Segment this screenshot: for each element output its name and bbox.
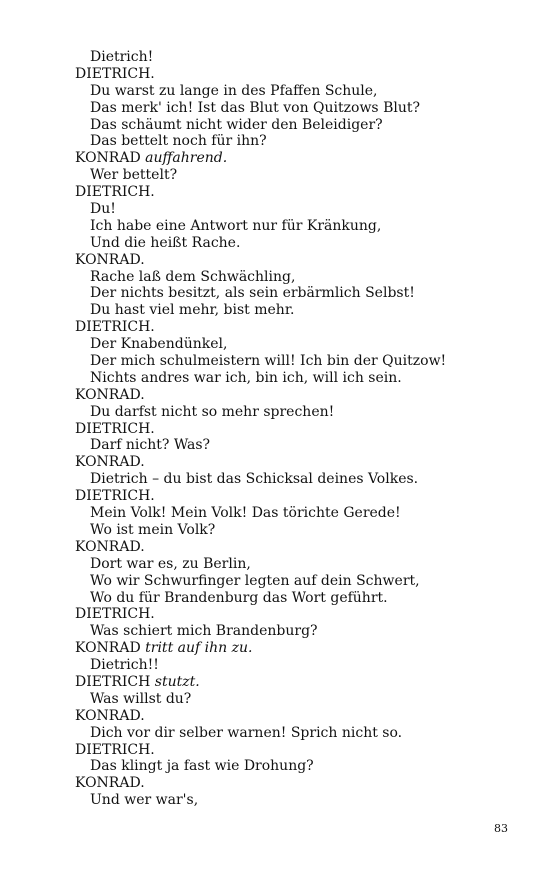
verse-line: [75, 792, 515, 809]
speaker-line: [75, 252, 515, 269]
speaker-name: DIETRICH.: [75, 184, 155, 201]
verse-text: Darf nicht? Was?: [90, 437, 211, 454]
verse-line: [75, 370, 515, 387]
verse-line: [75, 573, 515, 590]
verse-text: Rache laß dem Schwächling,: [90, 268, 296, 285]
page-number: 83: [494, 822, 508, 835]
speaker-line: [75, 640, 515, 657]
verse-line: [75, 522, 515, 539]
speaker-name: KONRAD: [75, 150, 141, 167]
verse-text: Und wer war's,: [90, 792, 199, 809]
verse-line: [75, 302, 515, 319]
verse-line: [75, 556, 515, 573]
verse-text: Dietrich!!: [90, 657, 159, 674]
speaker-line: [75, 454, 515, 471]
verse-text: Dietrich – du bist das Schicksal deines Volkes.: [90, 471, 419, 488]
stage-direction: tritt auf ihn zu.: [145, 640, 253, 657]
verse-line: [75, 336, 515, 353]
verse-text: Nichts andres war ich, bin ich, will ich sein.: [90, 369, 402, 386]
verse-text: Wo ist mein Volk?: [90, 521, 216, 538]
verse-text: Ich habe eine Antwort nur für Kränkung,: [90, 217, 382, 234]
verse-text: Das bettelt noch für ihn?: [90, 133, 267, 150]
verse-line: [75, 117, 515, 134]
speaker-line: [75, 742, 515, 759]
verse-line: [75, 404, 515, 421]
speaker-name: DIETRICH.: [75, 65, 155, 82]
verse-text: Das klingt ja fast wie Drohung?: [90, 758, 314, 775]
verse-text: Dietrich!: [90, 49, 154, 65]
speaker-line: [75, 150, 515, 167]
verse-line: [75, 657, 515, 674]
verse-text: Der Knabendünkel,: [90, 336, 228, 353]
speaker-name: KONRAD.: [75, 386, 145, 403]
verse-text: Was willst du?: [90, 690, 192, 707]
speaker-name: DIETRICH.: [75, 420, 155, 437]
speaker-line: [75, 708, 515, 725]
verse-text: Dich vor dir selber warnen! Sprich nicht so.: [90, 724, 403, 741]
verse-line: [75, 83, 515, 100]
speaker-name: KONRAD: [75, 640, 141, 657]
verse-text: Das merk' ich! Ist das Blut von Quitzows Blut?: [90, 99, 420, 116]
speaker-name: KONRAD.: [75, 538, 145, 555]
speaker-line: [75, 674, 515, 691]
speaker-name: DIETRICH.: [75, 488, 155, 505]
speaker-line: [75, 184, 515, 201]
verse-line: [75, 49, 515, 66]
verse-line: [75, 167, 515, 184]
speaker-line: [75, 387, 515, 404]
verse-line: [75, 285, 515, 302]
speaker-line: [75, 66, 515, 83]
verse-line: [75, 235, 515, 252]
verse-line: [75, 437, 515, 454]
verse-text: Wo wir Schwurfinger legten auf dein Schwert,: [90, 572, 420, 589]
speaker-name: KONRAD.: [75, 707, 145, 724]
verse-text: Wo du für Brandenburg das Wort geführt.: [90, 589, 388, 606]
verse-line: [75, 353, 515, 370]
speaker-line: [75, 539, 515, 556]
stage-direction: stutzt.: [154, 673, 200, 690]
speaker-line: [75, 775, 515, 792]
verse-line: [75, 471, 515, 488]
verse-line: [75, 590, 515, 607]
verse-line: [75, 269, 515, 286]
verse-line: [75, 133, 515, 150]
verse-line: [75, 758, 515, 775]
verse-text: Der mich schulmeistern will! Ich bin der Quitzow!: [90, 353, 447, 370]
speaker-name: DIETRICH.: [75, 606, 155, 623]
speaker-name: DIETRICH.: [75, 319, 155, 336]
speaker-line: [75, 421, 515, 438]
stage-direction: auffahrend.: [145, 150, 228, 167]
play-text: [75, 49, 515, 809]
verse-text: Du hast viel mehr, bist mehr.: [90, 302, 295, 319]
verse-line: [75, 691, 515, 708]
verse-line: [75, 725, 515, 742]
speaker-name: DIETRICH: [75, 673, 151, 690]
verse-line: [75, 218, 515, 235]
speaker-name: DIETRICH.: [75, 741, 155, 758]
verse-text: Dort war es, zu Berlin,: [90, 555, 251, 572]
verse-text: Der nichts besitzt, als sein erbärmlich Selbst!: [90, 285, 415, 302]
verse-text: Mein Volk! Mein Volk! Das törichte Gerede!: [90, 505, 401, 522]
verse-text: Du darfst nicht so mehr sprechen!: [90, 403, 335, 420]
verse-text: Du warst zu lange in des Pfaffen Schule,: [90, 82, 378, 99]
speaker-name: KONRAD.: [75, 251, 145, 268]
verse-line: [75, 505, 515, 522]
speaker-line: [75, 488, 515, 505]
speaker-name: KONRAD.: [75, 454, 145, 471]
verse-text: Du!: [90, 201, 116, 218]
verse-text: Und die heißt Rache.: [90, 234, 241, 251]
verse-line: [75, 201, 515, 218]
verse-line: [75, 623, 515, 640]
speaker-line: [75, 606, 515, 623]
verse-line: [75, 100, 515, 117]
speaker-name: KONRAD.: [75, 775, 145, 792]
speaker-line: [75, 319, 515, 336]
verse-text: Das schäumt nicht wider den Beleidiger?: [90, 116, 383, 133]
verse-text: Was schiert mich Brandenburg?: [90, 623, 318, 640]
verse-text: Wer bettelt?: [90, 167, 178, 184]
